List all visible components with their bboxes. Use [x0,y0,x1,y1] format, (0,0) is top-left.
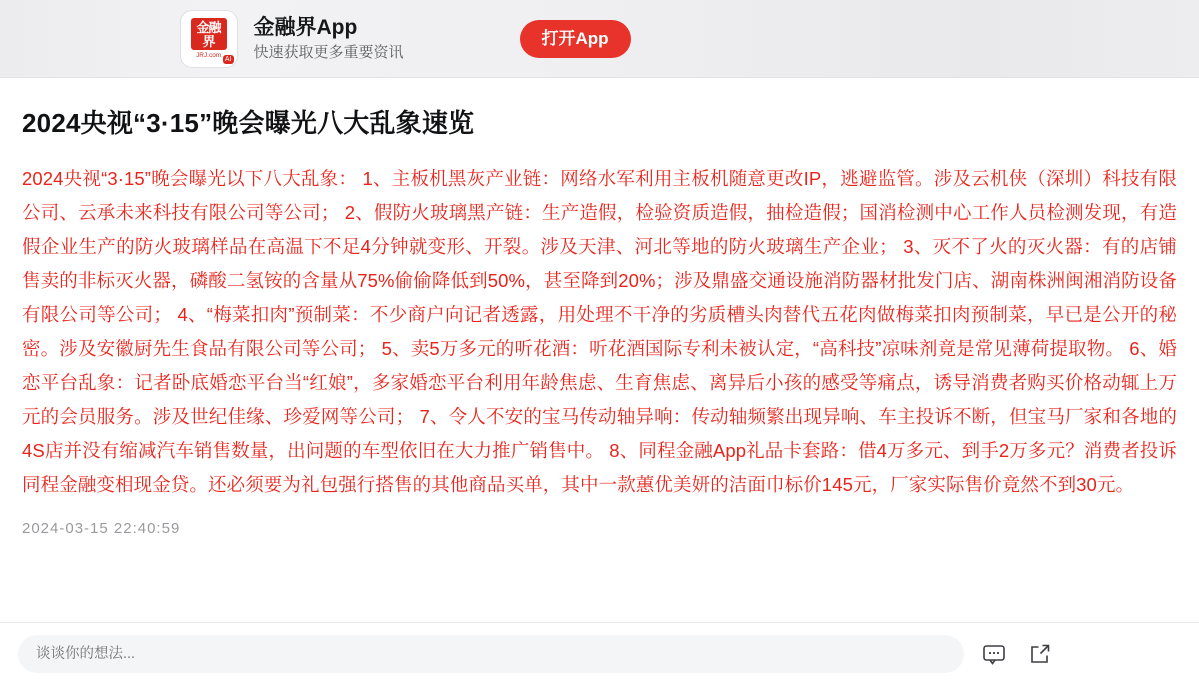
comment-bar [0,622,1199,684]
article-timestamp: 2024-03-15 22:40:59 [22,520,181,537]
article-body: 2024央视“3·15”晚会曝光以下八大乱象： 1、主板机黑灰产业链：网络水军利用主板机随意更改IP，逃避监管。涉及云机侠（深圳）科技有限公司、云承未来科技有限公司等公司； 2、假防火玻璃黑产链：生产造假，检验资质造假，抽检造假；国消检测中心工作人员检测发现，有造假企业生产的防火玻璃样品在高温下不足4分钟就变形、开裂。涉及天津、河北等地的防火玻璃生产企业； 3、灭不了火的灭火器：有的店铺售卖的非标灭火器，磷酸二氢铵的含量从75%偷偷降低到50%，甚至降到20%；涉及鼎盛交通设施消防器材批发门店、湖南株洲闽湘消防设备有限公司等公司； 4、“梅菜扣肉”预制菜：不少商户向记者透露，用处理不干净的劣质槽头肉替代五花肉做梅菜扣肉预制菜，早已是公开的秘密。涉及安徽厨先生食品有限公司等公司； 5、卖5万多元的听花酒：听花酒国际专利未被认定，“高科技”凉味剂竟是常见薄荷提取物。 6、婚恋平台乱象：记者卧底婚恋平台当“红娘”，多家婚恋平台利用年龄焦虑、生育焦虑、离异后小孩的感受等痛点，诱导消费者购买价格动辄上万元的会员服务。涉及世纪佳缘、珍爱网等公司； 7、令人不安的宝马传动轴异响：传动轴频繁出现异响、车主投诉不断，但宝马厂家和各地的4S店并没有缩减汽车销售数量，出问题的车型依旧在大力推广销售中。 8、同程金融App礼品卡套路：借4万多元、到手2万多元？消费者投诉同程金融变相现金贷。还必须要为礼包强行搭售的其他商品买单，其中一款蕙优美妍的洁面巾标价145元，厂家实际售价竟然不到30元。 [22,168,1177,495]
page-title: 2024央视“3·15”晚会曝光八大乱象速览 [22,108,475,138]
open-app-button[interactable]: 打开App [520,20,631,58]
article-container [0,78,1199,537]
ai-badge: AI [224,55,232,63]
promo-title: 金融界App [253,15,358,39]
promo-subtitle: 快速获取更多重要资讯 [253,43,404,61]
promo-content [180,10,1020,68]
app-logo-domain: JRJ.com [195,52,222,59]
share-icon[interactable] [1024,638,1056,670]
comment-input[interactable] [18,635,964,673]
app-logo-text: 金融界 [191,18,227,50]
app-promo-banner [0,0,1199,78]
app-logo [180,10,238,68]
promo-text-block [254,17,404,61]
comment-icon[interactable] [978,638,1010,670]
